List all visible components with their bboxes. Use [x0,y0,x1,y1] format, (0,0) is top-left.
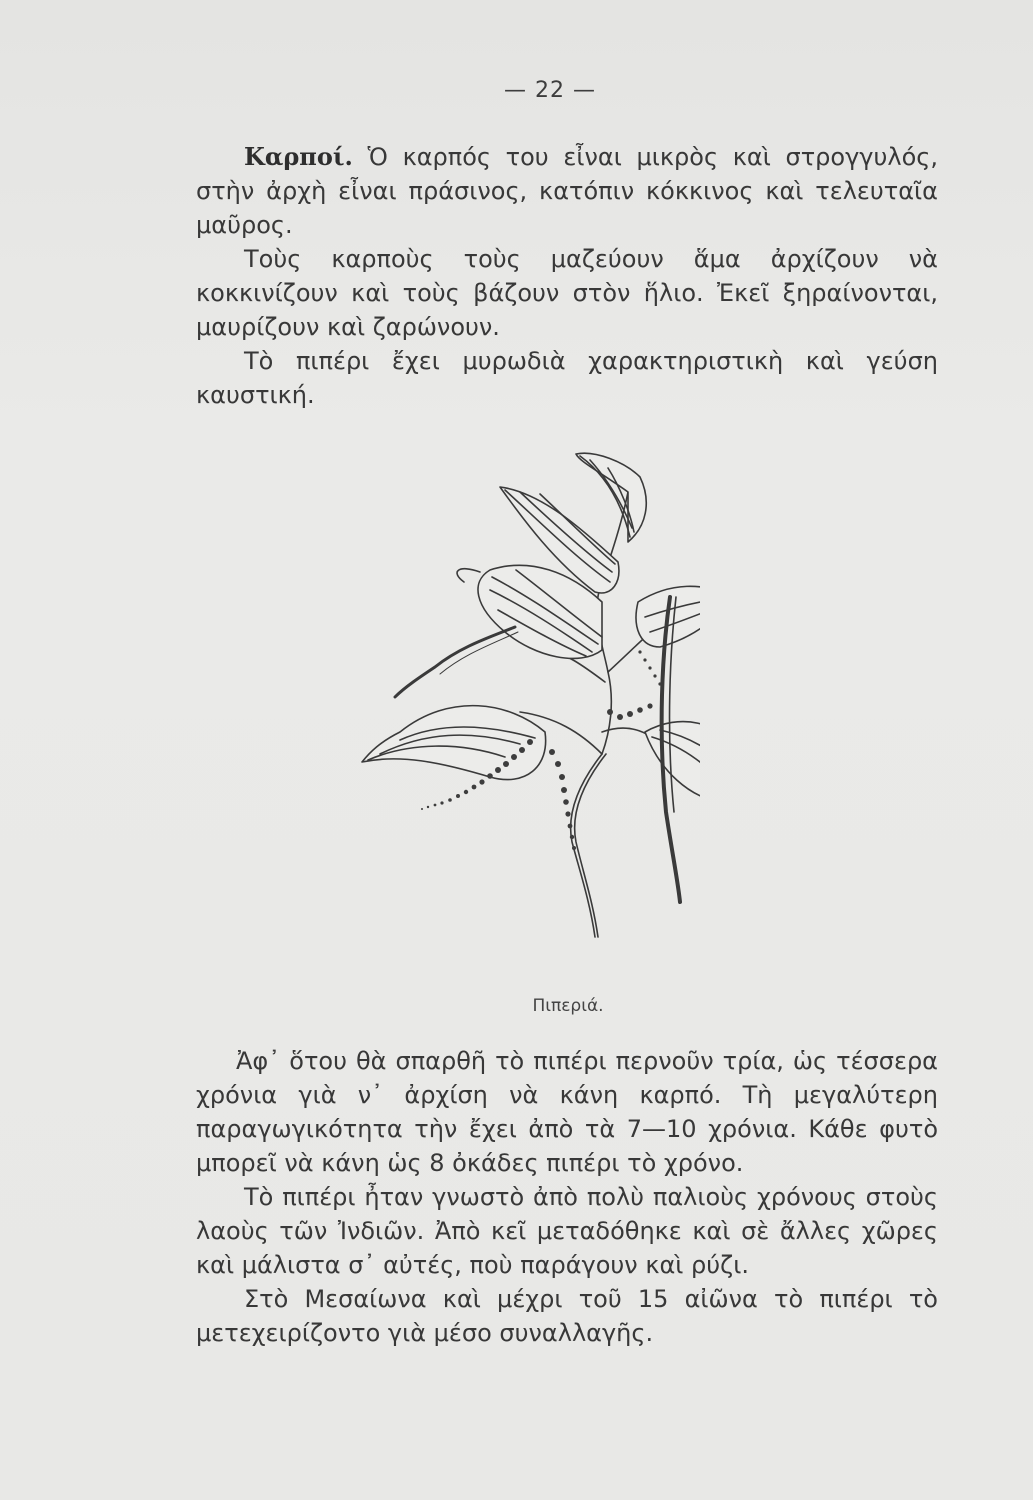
figure-caption: Πιπεριά. [532,996,604,1016]
bottom-text-block [196,1044,938,1350]
pepper-plant-illustration [340,432,700,952]
paragraph-text: Ὁ καρπός του εἶναι μικρὸς καὶ στρογγυλός, στὴν ἀρχὴ εἶναι πράσινος, κατόπιν κόκκινος καὶ τελευταῖα μαῦρος. [196,143,938,239]
page-number: — 22 — [504,78,596,103]
paragraph: Ἀφ᾽ ὅτου θὰ σπαρθῆ τὸ πιπέρι περνοῦν τρία, ὡς τέσσερα χρόνια γιὰ ν᾽ ἀρχίση νὰ κάνη καρπό. Τὴ μεγαλύτερη παραγωγικότητα τὴν ἔχει ἀπὸ τὰ 7—10 χρόνια. Κάθε φυτὸ μπορεῖ νὰ κάνη ὡς 8 ὀκάδες πιπέρι τὸ χρόνο. [196,1047,938,1177]
paragraph: Τὸ πιπέρι ἔχει μυρωδιὰ χαρακτηριστικὴ καὶ γεύση καυστική. [196,347,938,409]
paragraph: Τοὺς καρποὺς τοὺς μαζεύουν ἅμα ἀρχίζουν νὰ κοκκινίζουν καὶ τοὺς βάζουν στὸν ἥλιο. Ἐκεῖ ξηραίνονται, μαυρίζουν καὶ ζαρώνουν. [196,245,938,341]
paragraph-fruits [196,140,938,242]
top-text-block [196,140,938,412]
paragraph: Τὸ πιπέρι ἦταν γνωστὸ ἀπὸ πολὺ παλιοὺς χρόνους στοὺς λαοὺς τῶν Ἰνδιῶν. Ἀπὸ κεῖ μεταδόθηκε καὶ σὲ ἄλλες χῶρες καὶ μάλιστα σ᾽ αὐτές, ποὺ παράγουν καὶ ρύζι. [196,1183,938,1279]
paragraph: Στὸ Μεσαίωνα καὶ μέχρι τοῦ 15 αἰῶνα τὸ πιπέρι τὸ μετεχειρίζοντο γιὰ μέσο συναλλαγῆς. [196,1285,938,1347]
section-heading: Καρποί. [244,142,353,171]
